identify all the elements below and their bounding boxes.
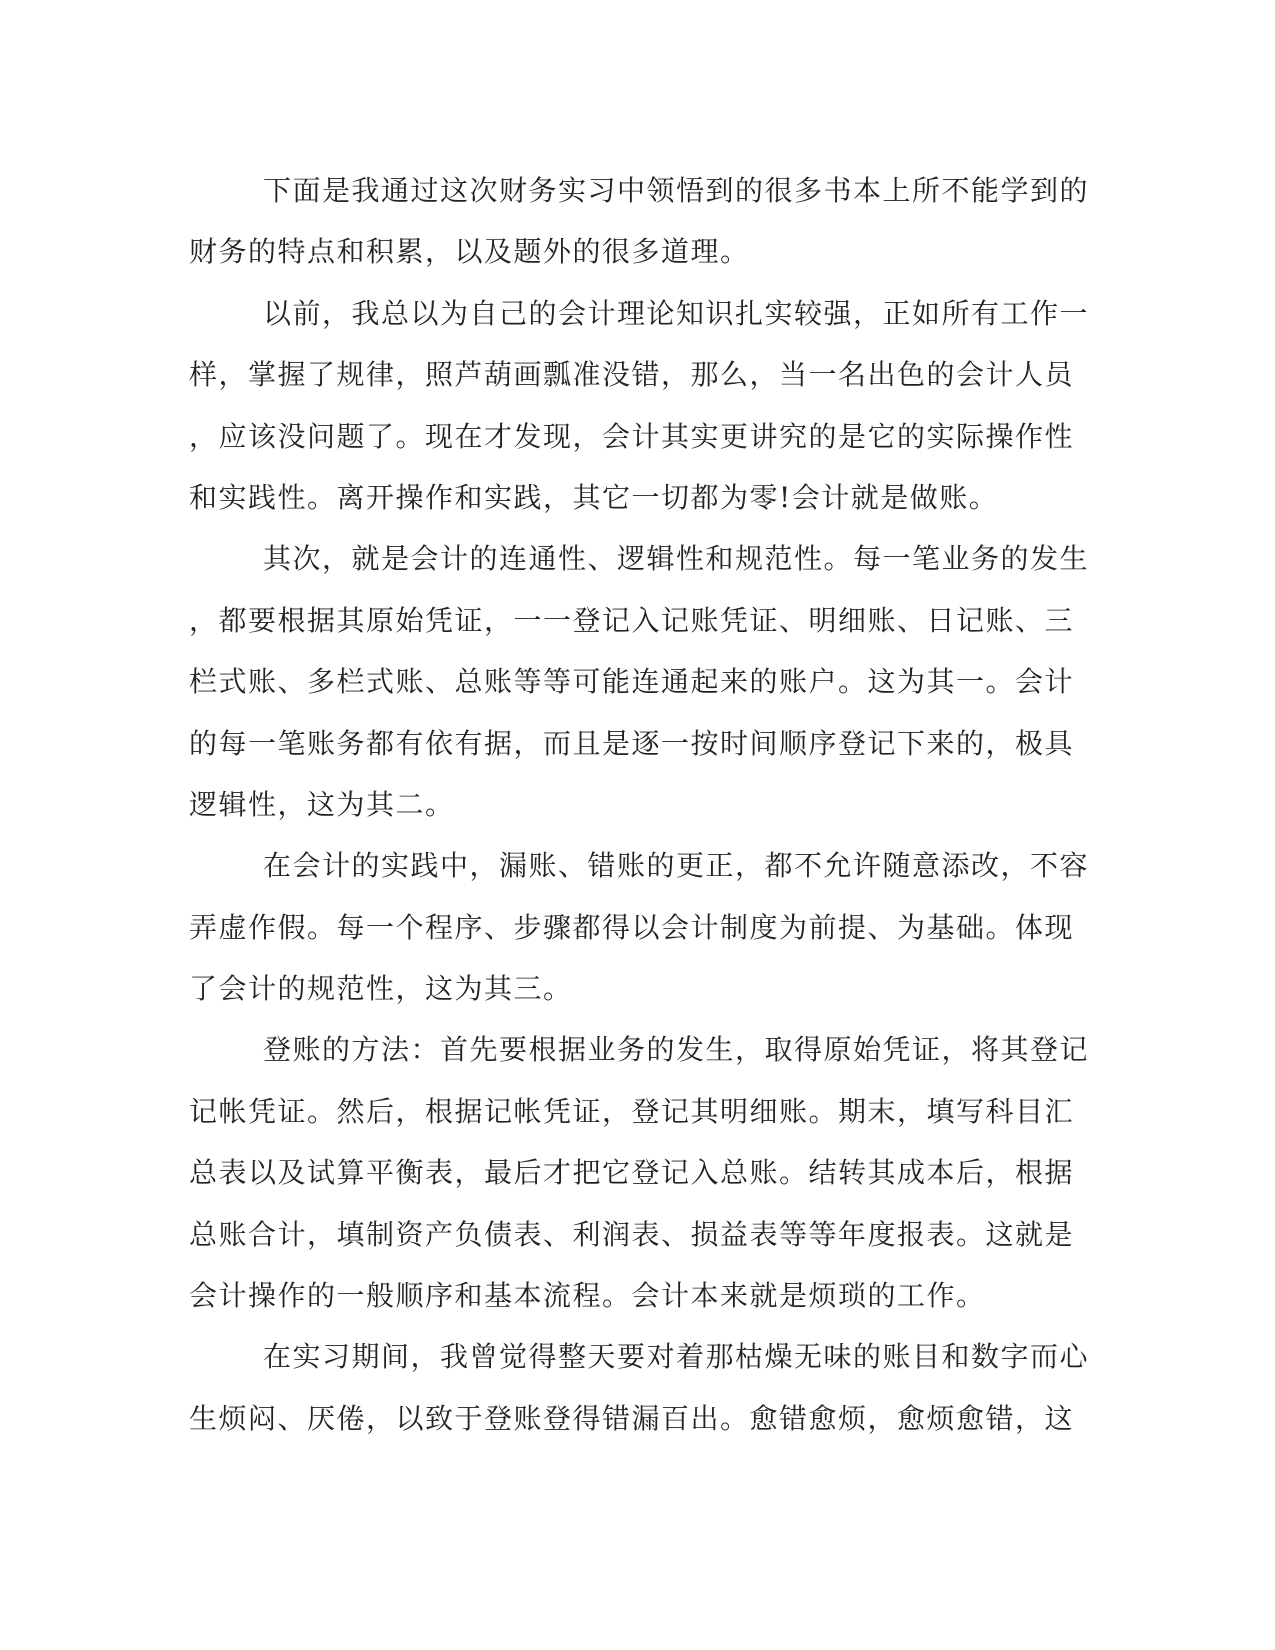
text-line: 的每一笔账务都有依有据，而且是逐一按时间顺序登记下来的，极具 — [189, 726, 1075, 760]
text-line: ，都要根据其原始凭证，一一登记入记账凭证、明细账、日记账、三 — [189, 603, 1075, 637]
text-line: 总表以及试算平衡表，最后才把它登记入总账。结转其成本后，根据 — [189, 1156, 1075, 1190]
text-line: ，应该没问题了。现在才发现，会计其实更讲究的是它的实际操作性 — [189, 419, 1075, 453]
paragraph-2 — [189, 283, 1090, 529]
paragraph-5 — [189, 1019, 1090, 1326]
paragraph-1 — [189, 160, 1090, 283]
text-line: 其次，就是会计的连通性、逻辑性和规范性。每一笔业务的发生 — [263, 542, 1090, 576]
paragraph-6 — [189, 1326, 1090, 1449]
text-line: 登账的方法：首先要根据业务的发生，取得原始凭证，将其登记 — [263, 1033, 1090, 1067]
paragraph-4 — [189, 835, 1090, 1019]
text-line: 下面是我通过这次财务实习中领悟到的很多书本上所不能学到的 — [263, 174, 1090, 207]
text-line: 和实践性。离开操作和实践，其它一切都为零!会计就是做账。 — [189, 480, 999, 514]
text-line: 在实习期间，我曾觉得整天要对着那枯燥无味的账目和数字而心 — [263, 1340, 1090, 1374]
text-line: 会计操作的一般顺序和基本流程。会计本来就是烦琐的工作。 — [189, 1279, 986, 1313]
text-line: 总账合计，填制资产负债表、利润表、损益表等等年度报表。这就是 — [189, 1217, 1075, 1251]
text-line: 记帐凭证。然后，根据记帐凭证，登记其明细账。期末，填写科目汇 — [189, 1094, 1075, 1128]
text-line: 财务的特点和积累，以及题外的很多道理。 — [189, 235, 750, 269]
body-text — [189, 160, 1090, 1449]
paragraph-3 — [189, 528, 1090, 835]
text-line: 以前，我总以为自己的会计理论知识扎实较强，正如所有工作一 — [263, 296, 1090, 330]
text-line: 栏式账、多栏式账、总账等等可能连通起来的账户。这为其一。会计 — [189, 665, 1075, 699]
text-line: 逻辑性，这为其二。 — [189, 787, 455, 821]
text-line: 了会计的规范性，这为其三。 — [189, 972, 573, 1006]
text-line: 在会计的实践中，漏账、错账的更正，都不允许随意添改，不容 — [263, 849, 1090, 883]
text-line: 弄虚作假。每一个程序、步骤都得以会计制度为前提、为基础。体现 — [189, 910, 1075, 944]
text-line: 样，掌握了规律，照芦葫画瓢准没错，那么，当一名出色的会计人员 — [189, 358, 1075, 392]
text-line: 生烦闷、厌倦，以致于登账登得错漏百出。愈错愈烦，愈烦愈错，这 — [189, 1401, 1075, 1435]
